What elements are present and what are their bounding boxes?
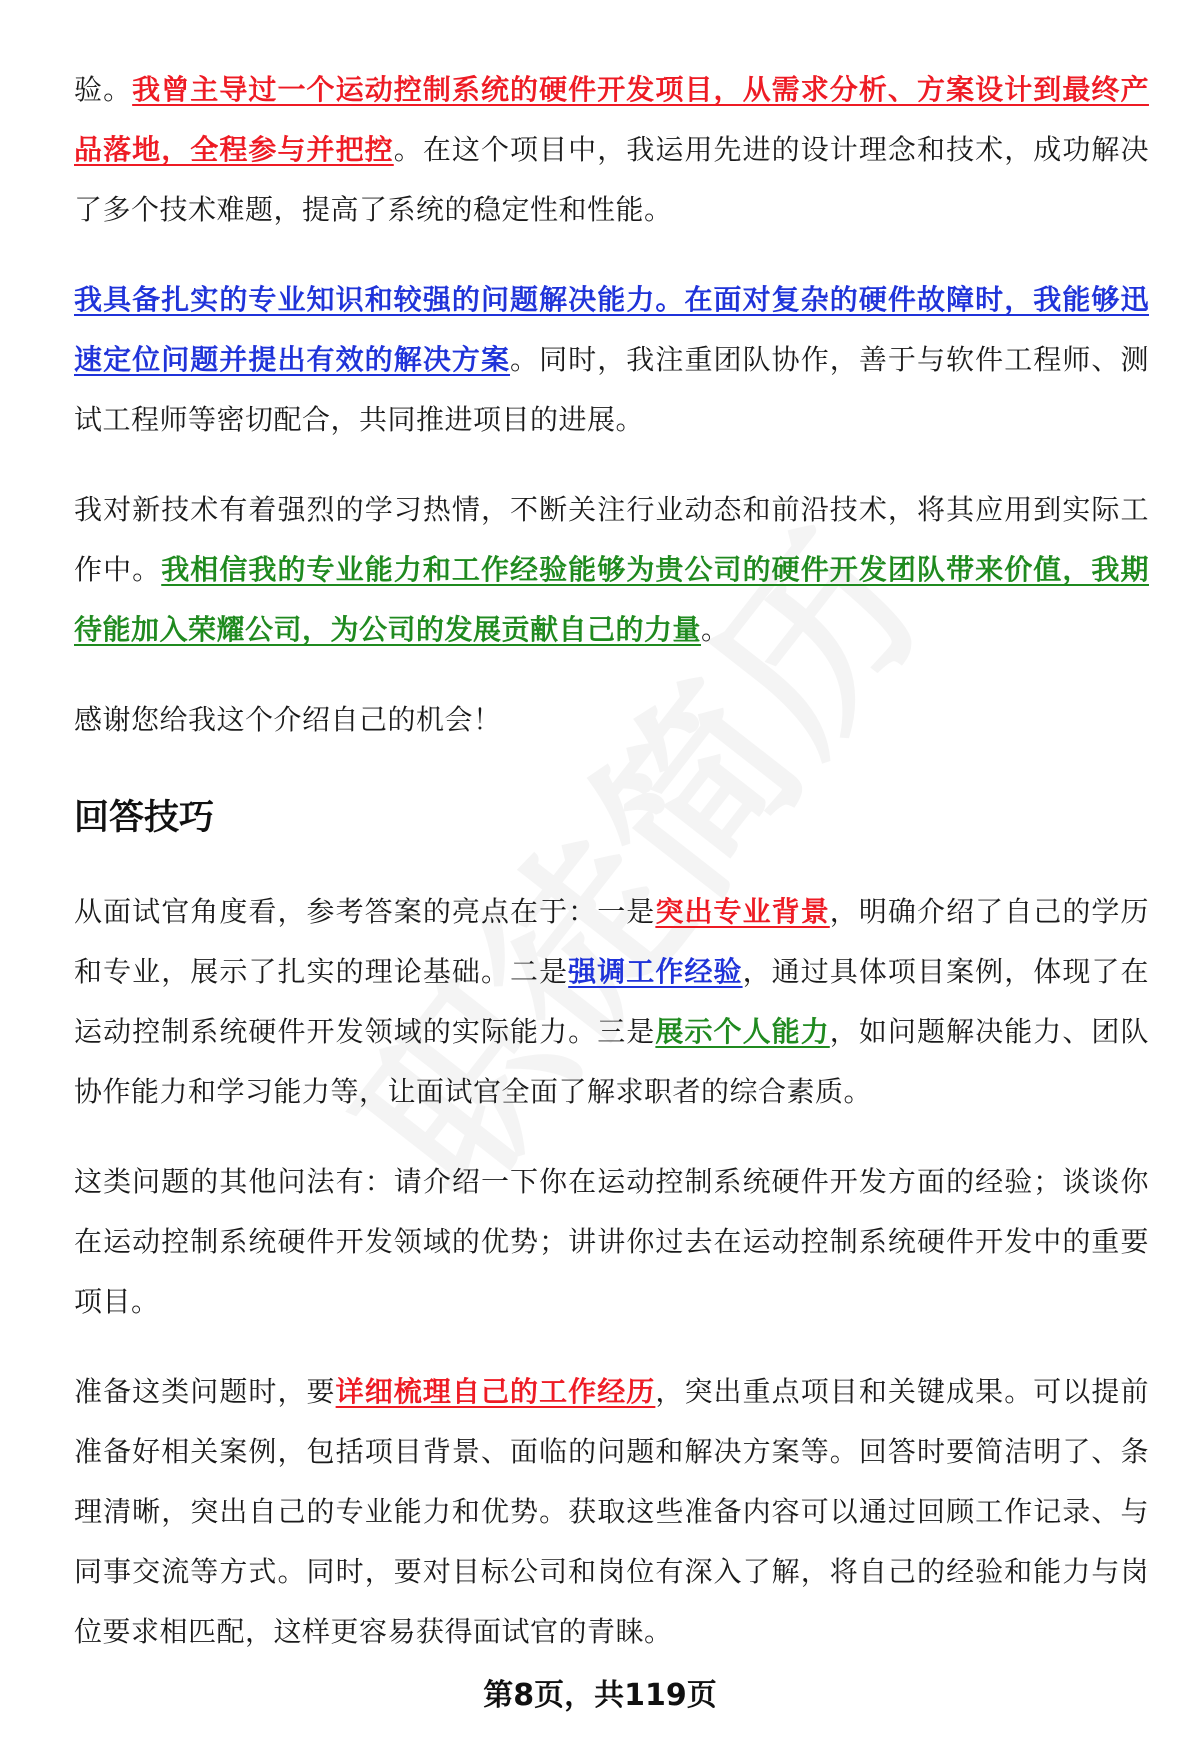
answer-paragraph	[74, 480, 1149, 660]
answer-paragraph	[74, 270, 1149, 450]
text-segment: 准备这类问题时，要	[74, 1375, 336, 1408]
page-number-footer: 第8页，共119页	[483, 1678, 717, 1713]
highlight-red: 详细梳理自己的工作经历	[335, 1375, 656, 1408]
answer-paragraph	[74, 690, 1149, 750]
highlight-red: 我曾主导过一个运动控制系统的硬件开发项目，从需求分析、方案设计到最终产品落地，全程参与并把控	[74, 73, 1149, 166]
text-segment: 这类问题的其他问法有：请介绍一下你在运动控制系统硬件开发方面的经验；谈谈你在运动控制系统硬件开发领域的优势；讲讲你过去在运动控制系统硬件开发中的重要项目。	[74, 1165, 1149, 1318]
highlight-blue: 强调工作经验	[568, 955, 743, 988]
highlight-red: 突出专业背景	[655, 895, 830, 928]
answer-body	[74, 60, 1149, 750]
text-segment: 从面试官角度看，参考答案的亮点在于：一是	[74, 895, 656, 928]
tips-paragraph	[74, 882, 1149, 1122]
text-segment: 我对新技术有着强烈的学习热情，不断关注行业动态和前沿技术，将其应用到实际工作中。	[74, 493, 1149, 586]
highlight-green: 我相信我的专业能力和工作经验能够为贵公司的硬件开发团队带来价值，我期待能加入荣耀公司，为公司的发展贡献自己的力量	[74, 553, 1149, 646]
document-page	[74, 60, 1149, 1692]
tips-paragraph	[74, 1152, 1149, 1332]
text-segment: 感谢您给我这个介绍自己的机会！	[74, 703, 502, 736]
tips-paragraph	[74, 1362, 1149, 1662]
answer-paragraph	[74, 60, 1149, 240]
highlight-green: 展示个人能力	[655, 1015, 830, 1048]
text-segment: 。在这个项目中，我运用先进的设计理念和技术，成功解决了多个技术难题，提高了系统的稳定性和性能。	[74, 133, 1149, 226]
tips-body	[74, 882, 1149, 1662]
highlight-blue: 我具备扎实的专业知识和较强的问题解决能力。在面对复杂的硬件故障时，我能够迅速定位问题并提出有效的解决方案	[74, 283, 1149, 376]
text-segment: ，如问题解决能力、团队协作能力和学习能力等，让面试官全面了解求职者的综合素质。	[74, 1015, 1149, 1108]
text-segment: 验。	[74, 73, 133, 106]
text-segment: ，突出重点项目和关键成果。可以提前准备好相关案例，包括项目背景、面临的问题和解决方案等。回答时要简洁明了、条理清晰，突出自己的专业能力和优势。获取这些准备内容可以通过回顾工作记录、与同事交流等方式。同时，要对目标公司和岗位有深入了解，将自己的经验和能力与岗位要求相匹配，这样更容易获得面试官的青睐。	[74, 1375, 1149, 1648]
section-title: 回答技巧	[74, 798, 215, 838]
text-segment: ，明确介绍了自己的学历和专业，展示了扎实的理论基础。二是	[74, 895, 1149, 988]
text-segment: ，通过具体项目案例，体现了在运动控制系统硬件开发领域的实际能力。三是	[74, 955, 1149, 1048]
text-segment: 。	[701, 613, 730, 646]
text-segment: 。同时，我注重团队协作，善于与软件工程师、测试工程师等密切配合，共同推进项目的进展。	[74, 343, 1149, 436]
